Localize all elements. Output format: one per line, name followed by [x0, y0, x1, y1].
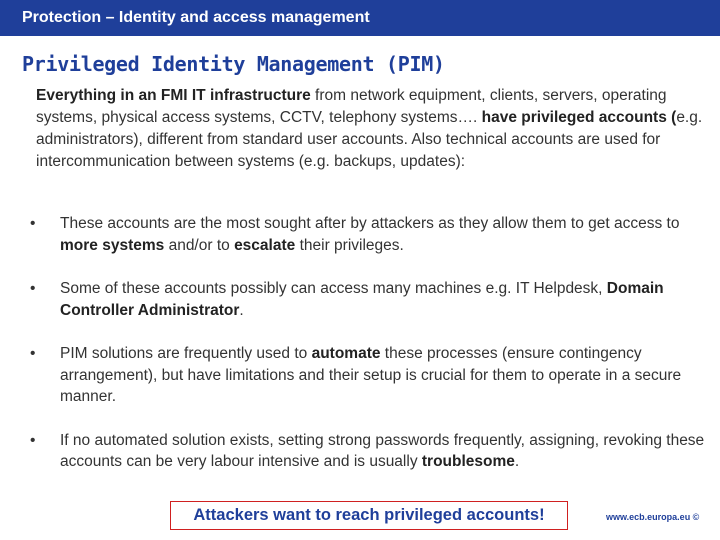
section-title: Protection – Identity and access management	[22, 9, 370, 26]
bullet-text: These accounts are the most sought after by attackers as they allow them to get access to	[60, 215, 680, 232]
bullet-item-pim-solutions	[24, 343, 714, 408]
bullet-dot: •	[30, 280, 36, 297]
bullet-text: these processes (ensure contingency arrangement), but have limitations and their setup is crucial for them to operate in a secure manner.	[60, 345, 682, 405]
bullet-item-machines	[24, 278, 714, 321]
intro-text-1: from network equipment, clients, servers, operating systems, physical access systems, CCTV, telephony systems….	[36, 87, 667, 126]
bullet-item-attackers	[24, 213, 714, 256]
bullet-text: and/or to	[164, 236, 235, 254]
bullet-bold: troublesome	[421, 453, 515, 470]
bullet-text: If no automated solution exists, setting strong passwords frequently, assigning, revoking these accounts can be very labour intensive and is usually	[60, 431, 705, 470]
footer-url: www.ecb.europa.eu ©	[606, 512, 700, 522]
bullet-bold: Domain Controller Administrator	[60, 280, 664, 319]
intro-text-2: e.g. administrators), different from standard user accounts. Also technical accounts are used for intercommunication between systems (e.g. backups, updates):	[36, 109, 703, 170]
bullet-item-no-automation	[24, 430, 714, 473]
callout-box	[170, 501, 568, 530]
page-title: Privileged Identity Management (PIM)	[22, 52, 445, 76]
intro-bold-1: Everything in an FMI IT infrastructure	[36, 87, 311, 104]
intro-paragraph	[36, 85, 708, 173]
bullet-bold: more systems	[60, 236, 165, 254]
intro-bold-2: have privileged accounts (	[481, 109, 677, 126]
bullet-text: .	[514, 453, 520, 470]
callout-text: Attackers want to reach privileged accounts!	[193, 506, 545, 524]
bullet-text: .	[239, 301, 244, 319]
header-bar	[0, 0, 720, 36]
bullet-text: PIM solutions are frequently used to	[60, 345, 312, 362]
bullet-dot: •	[30, 431, 36, 449]
bullet-text: Some of these accounts possibly can access many machines e.g. IT Helpdesk,	[60, 280, 607, 297]
bullet-bold: escalate	[234, 236, 296, 254]
bullet-bold: automate	[311, 345, 381, 362]
bullet-list	[24, 213, 714, 495]
bullet-text: their privileges.	[295, 236, 404, 254]
bullet-dot: •	[30, 345, 36, 362]
bullet-dot: •	[30, 215, 36, 232]
